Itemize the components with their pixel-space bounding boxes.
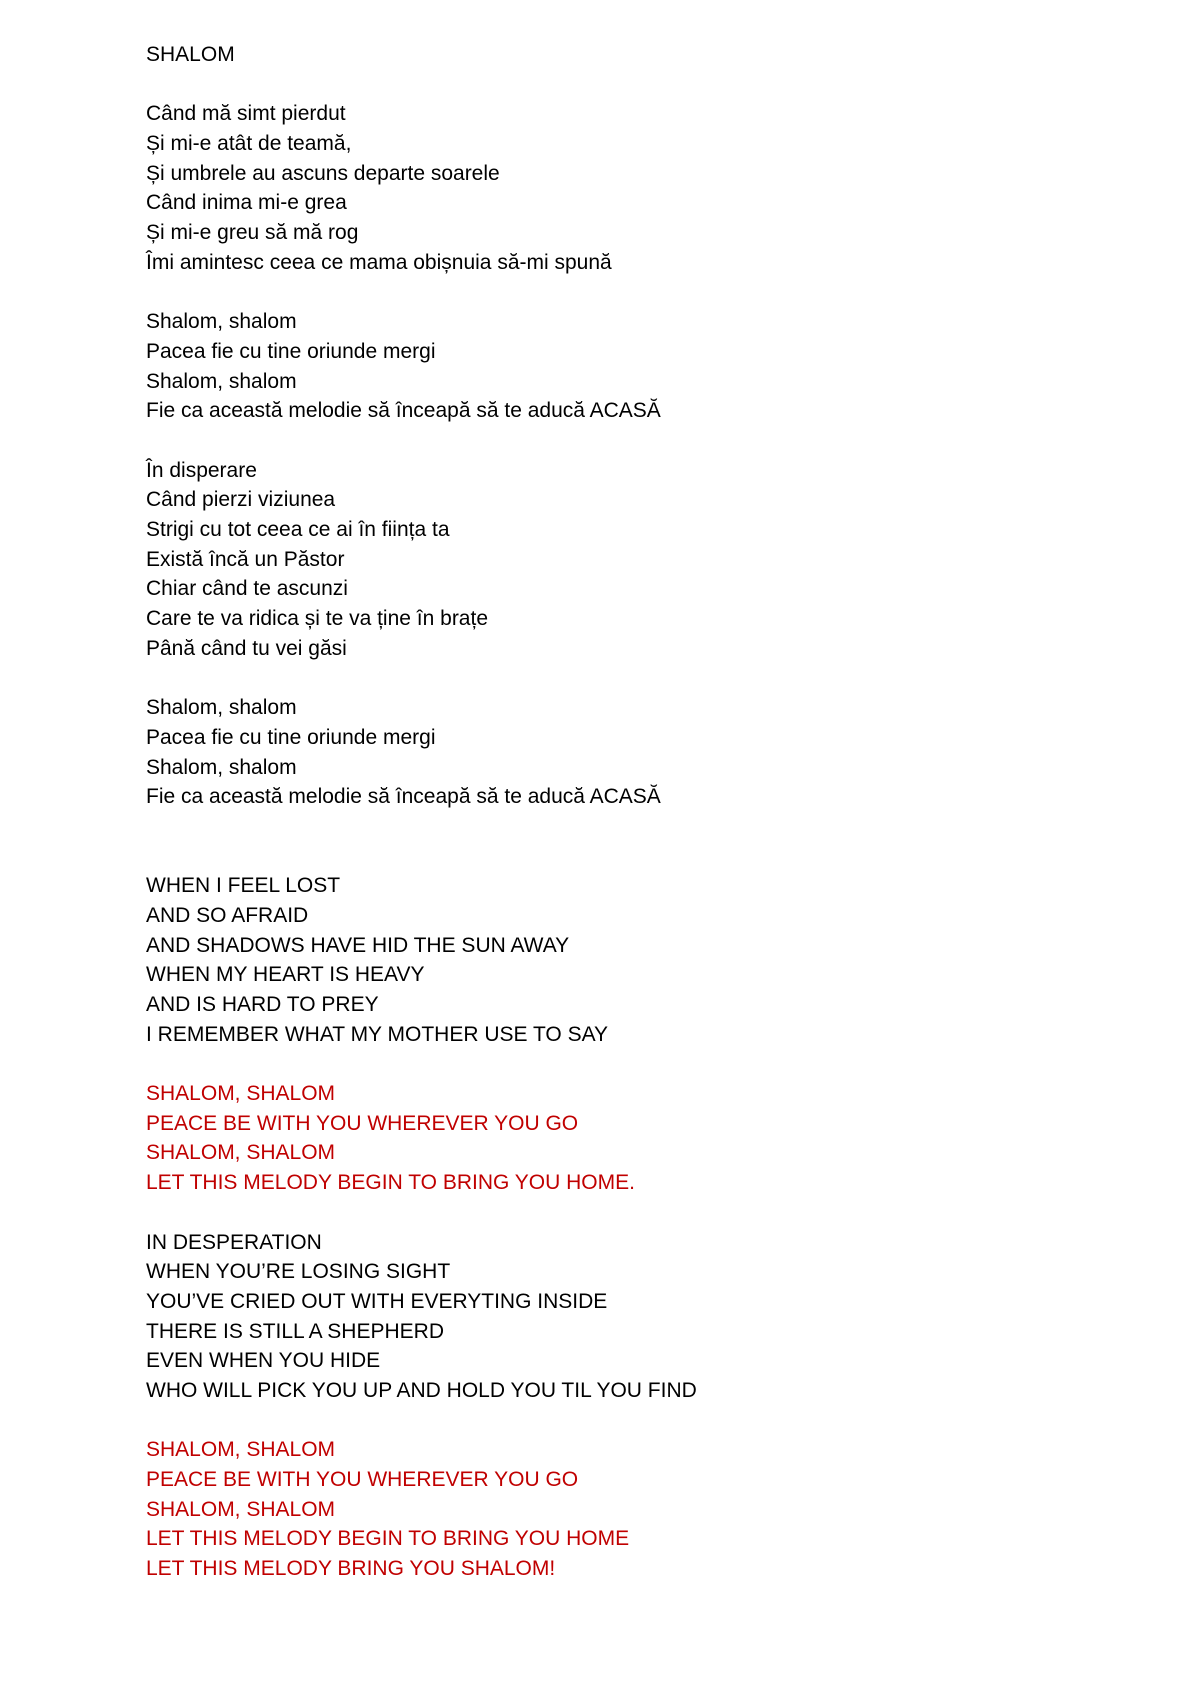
lyric-line: Fie ca această melodie să înceapă să te aducă ACASĂ (146, 785, 661, 809)
lyric-line: AND IS HARD TO PREY (146, 993, 379, 1017)
stanza-ro-verse-2 (146, 456, 1146, 664)
chorus-line: PEACE BE WITH YOU WHEREVER YOU GO (146, 1111, 579, 1135)
chorus-line: LET THIS MELODY BEGIN TO BRING YOU HOME. (146, 1171, 635, 1195)
lyric-line: Și umbrele au ascuns departe soarele (146, 161, 500, 185)
lyric-line: Și mi-e greu să mă rog (146, 221, 359, 245)
chorus-line: PEACE BE WITH YOU WHEREVER YOU GO (146, 1468, 579, 1492)
lyric-line: AND SHADOWS HAVE HID THE SUN AWAY (146, 933, 570, 957)
lyric-line: Există încă un Păstor (146, 547, 345, 571)
document-title: SHALOM (146, 43, 235, 66)
lyric-line: AND SO AFRAID (146, 903, 309, 927)
lyric-line: Până când tu vei găsi (146, 636, 347, 660)
lyric-line: Fie ca această melodie să înceapă să te aducă ACASĂ (146, 399, 661, 423)
lyric-line: WHEN MY HEART IS HEAVY (146, 963, 425, 987)
lyric-line: Shalom, shalom (146, 369, 297, 393)
lyric-line: Când inima mi-e grea (146, 191, 347, 215)
stanza-en-verse-2 (146, 1228, 1146, 1406)
lyric-line: Shalom, shalom (146, 755, 297, 779)
stanza-ro-chorus-2 (146, 693, 1146, 812)
chorus-line: SHALOM, SHALOM (146, 1438, 336, 1462)
lyric-line: Strigi cu tot ceea ce ai în ființa ta (146, 518, 450, 541)
lyric-line: THERE IS STILL A SHEPHERD (146, 1319, 444, 1343)
lyric-line: Și mi-e atât de teamă, (146, 132, 352, 156)
lyric-line: Care te va ridica și te va ține în brațe (146, 607, 488, 631)
lyric-line: I REMEMBER WHAT MY MOTHER USE TO SAY (146, 1022, 609, 1046)
chorus-line: LET THIS MELODY BRING YOU SHALOM! (146, 1557, 556, 1581)
lyric-line: Când pierzi viziunea (146, 488, 336, 512)
lyric-line: În disperare (146, 458, 257, 482)
chorus-line: LET THIS MELODY BEGIN TO BRING YOU HOME (146, 1527, 630, 1551)
lyric-line: Pacea fie cu tine oriunde mergi (146, 725, 436, 749)
lyric-line: Pacea fie cu tine oriunde mergi (146, 339, 436, 363)
stanza-en-chorus-2 (146, 1435, 1146, 1583)
lyric-line: Îmi amintesc ceea ce mama obișnuia să-mi spună (146, 250, 612, 274)
lyric-line: Shalom, shalom (146, 696, 297, 720)
lyric-line: Chiar când te ascunzi (146, 577, 348, 601)
lyric-line: WHEN YOU’RE LOSING SIGHT (146, 1260, 451, 1284)
document-body (146, 40, 1146, 1613)
stanza-ro-chorus-1 (146, 307, 1146, 426)
lyric-line: Când mă simt pierdut (146, 102, 346, 126)
stanza-ro-verse-1 (146, 99, 1146, 277)
lyric-line: IN DESPERATION (146, 1230, 322, 1254)
chorus-line: SHALOM, SHALOM (146, 1497, 336, 1521)
stanza-en-chorus-1 (146, 1079, 1146, 1198)
lyric-line: WHEN I FEEL LOST (146, 874, 341, 898)
chorus-line: SHALOM, SHALOM (146, 1141, 336, 1165)
chorus-line: SHALOM, SHALOM (146, 1082, 336, 1106)
lyric-line: YOU’VE CRIED OUT WITH EVERYTING INSIDE (146, 1289, 608, 1313)
lyric-line: WHO WILL PICK YOU UP AND HOLD YOU TIL YOU FIND (146, 1378, 697, 1402)
lyric-line: EVEN WHEN YOU HIDE (146, 1349, 381, 1373)
stanza-en-verse-1 (146, 871, 1146, 1049)
lyric-line: Shalom, shalom (146, 310, 297, 334)
